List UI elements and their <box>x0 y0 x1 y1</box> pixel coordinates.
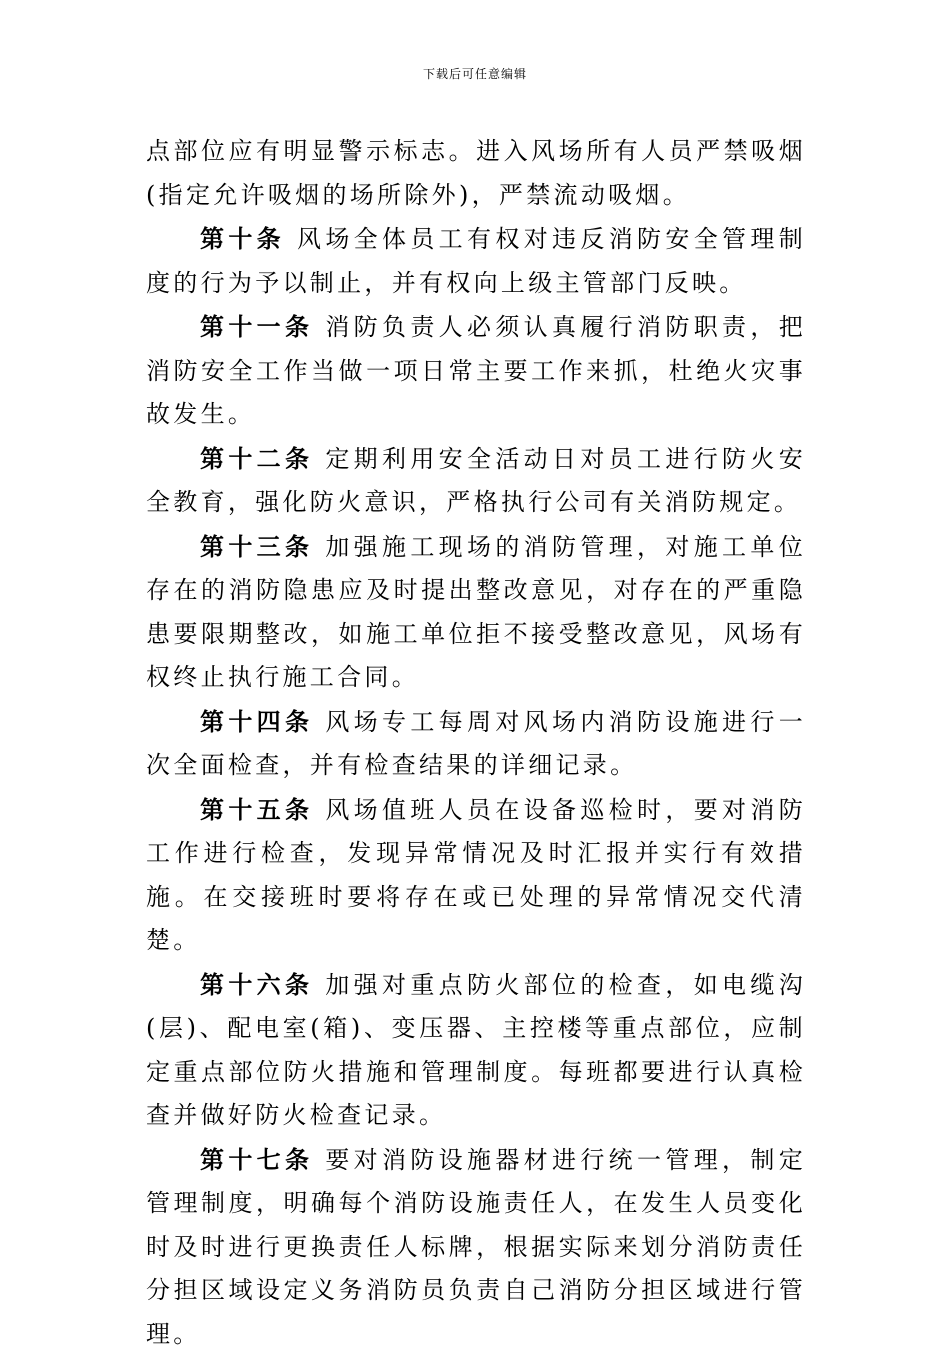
paragraph-text: 定期利用安全活动日对员工进行防火安全教育，强化防火意识，严格执行公司有关消防规定。 <box>146 445 806 517</box>
paragraph-continuation <box>146 130 806 217</box>
article-number: 第十二条 <box>200 444 313 473</box>
paragraph-article-15 <box>146 788 806 963</box>
paragraph-article-16 <box>146 963 806 1138</box>
article-number: 第十四条 <box>200 707 313 736</box>
article-number: 第十五条 <box>200 795 313 824</box>
paragraph-article-13 <box>146 525 806 700</box>
article-number: 第十三条 <box>200 532 313 561</box>
paragraph-text: 风场专工每周对风场内消防设施进行一次全面检查，并有检查结果的详细记录。 <box>146 708 806 780</box>
paragraph-text: 消防负责人必须认真履行消防职责，把消防安全工作当做一项日常主要工作来抓，杜绝火灾事故发生。 <box>146 313 806 428</box>
article-number: 第十七条 <box>200 1145 313 1174</box>
paragraph-text: 加强施工现场的消防管理，对施工单位存在的消防隐患应及时提出整改意见，对存在的严重隐患要限期整改，如施工单位拒不接受整改意见，风场有权终止执行施工合同。 <box>146 533 806 692</box>
article-number: 第十条 <box>200 224 285 253</box>
paragraph-text: 风场值班人员在设备巡检时，要对消防工作进行检查，发现异常情况及时汇报并实行有效措施。在交接班时要将存在或已处理的异常情况交代清楚。 <box>146 796 806 955</box>
article-number: 第十六条 <box>200 970 313 999</box>
paragraph-article-12 <box>146 437 806 525</box>
paragraph-article-17 <box>146 1138 806 1356</box>
page-header: 下载后可任意编辑 <box>0 66 950 82</box>
paragraph-text: 点部位应有明显警示标志。进入风场所有人员严禁吸烟(指定允许吸烟的场所除外)，严禁流动吸烟。 <box>146 137 806 209</box>
paragraph-article-14 <box>146 700 806 788</box>
paragraph-text: 加强对重点防火部位的检查，如电缆沟(层)、配电室(箱)、变压器、主控楼等重点部位，应制定重点部位防火措施和管理制度。每班都要进行认真检查并做好防火检查记录。 <box>146 971 806 1130</box>
article-number: 第十一条 <box>200 312 313 341</box>
paragraph-article-11 <box>146 305 806 437</box>
paragraph-article-10 <box>146 217 806 305</box>
paragraph-text: 风场全体员工有权对违反消防安全管理制度的行为予以制止，并有权向上级主管部门反映。 <box>146 225 806 297</box>
paragraph-text: 要对消防设施器材进行统一管理，制定管理制度，明确每个消防设施责任人，在发生人员变化时及时进行更换责任人标牌，根据实际来划分消防责任分担区域设定义务消防员负责自己消防分担区域进行管理。 <box>146 1146 806 1348</box>
document-body <box>146 130 806 1356</box>
